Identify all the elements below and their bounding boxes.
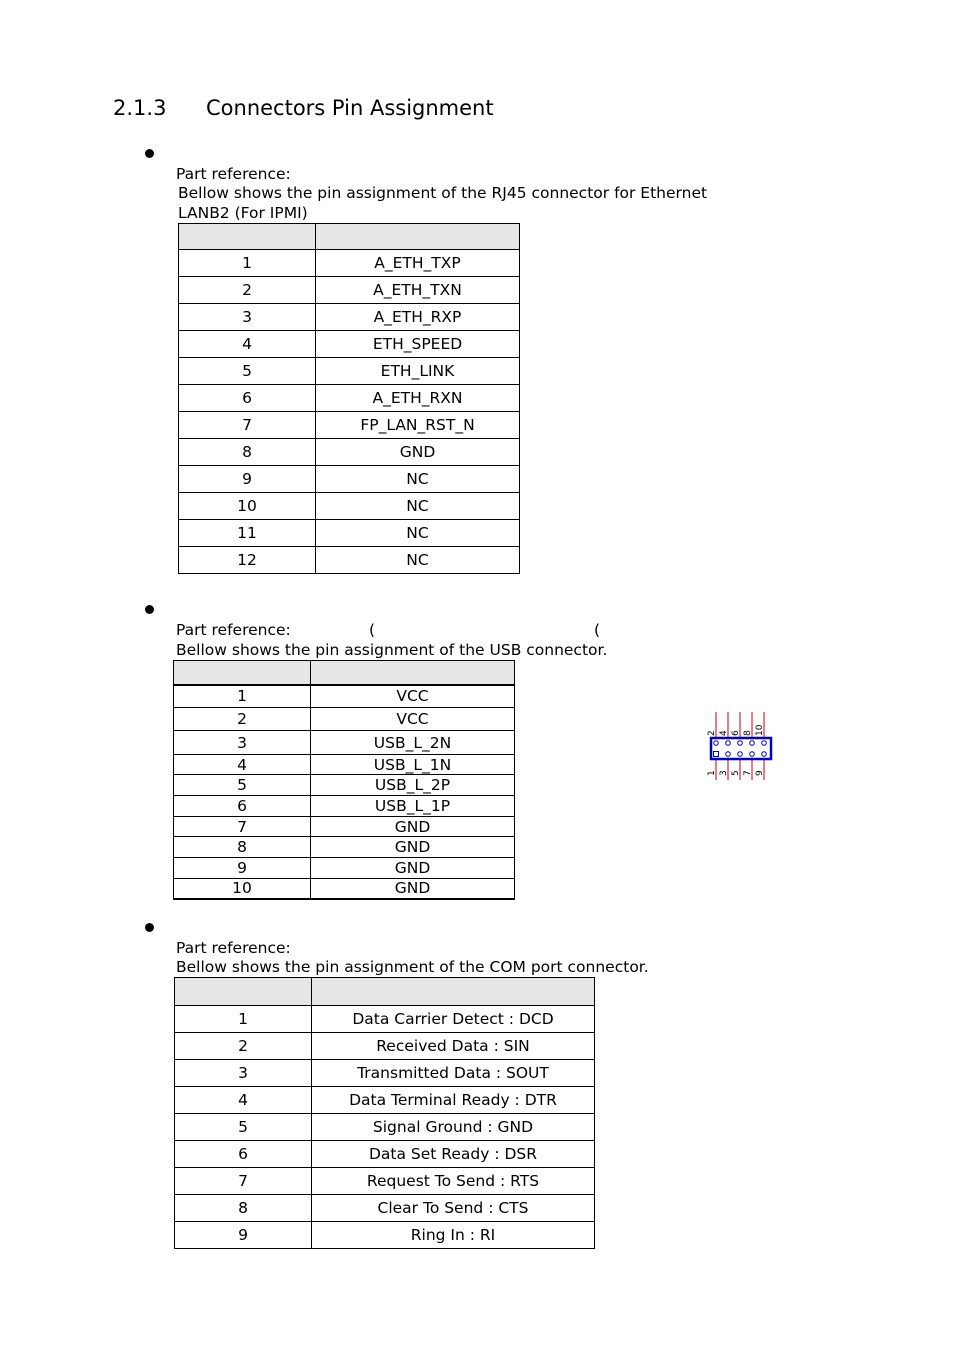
pin-number-cell: 10 <box>179 493 316 520</box>
signal-name-cell: GND <box>311 858 515 879</box>
table-header-row <box>174 661 515 685</box>
pin-number-cell: 2 <box>174 708 311 731</box>
signal-name-cell: FP_LAN_RST_N <box>316 412 520 439</box>
table-row <box>174 731 515 755</box>
pin-label: 2 <box>707 730 717 736</box>
pin-number-cell: 9 <box>179 466 316 493</box>
pin-label: 3 <box>719 770 729 776</box>
pin-number-cell: 8 <box>175 1195 312 1222</box>
part-reference-label: Part reference: <box>176 165 291 183</box>
table-row <box>174 708 515 731</box>
table-header-cell <box>316 224 520 250</box>
pin-number-cell: 8 <box>179 439 316 466</box>
pin-number-cell: 3 <box>179 304 316 331</box>
table-header-cell <box>312 978 595 1006</box>
pin-label: 9 <box>755 770 765 776</box>
table-row <box>175 1114 595 1141</box>
pin-number-cell: 11 <box>179 520 316 547</box>
pin-label: 1 <box>707 770 717 776</box>
signal-name-cell: NC <box>316 493 520 520</box>
signal-name-cell: Signal Ground : GND <box>312 1114 595 1141</box>
com-pin-table <box>174 977 595 1249</box>
pin-number-cell: 9 <box>175 1222 312 1249</box>
pin-number-cell: 8 <box>174 837 311 858</box>
table-row <box>175 1168 595 1195</box>
signal-name-cell: GND <box>311 817 515 837</box>
signal-name-cell: A_ETH_TXN <box>316 277 520 304</box>
signal-name-cell: A_ETH_TXP <box>316 250 520 277</box>
table-row <box>179 331 520 358</box>
pin-number-cell: 1 <box>174 685 311 708</box>
part-reference-label: Part reference: <box>176 621 291 639</box>
pin-label: 10 <box>755 724 765 736</box>
signal-name-cell: VCC <box>311 708 515 731</box>
description-text: Bellow shows the pin assignment of the COM port connector. <box>176 958 649 976</box>
table-row <box>174 685 515 708</box>
signal-name-cell: USB_L_2N <box>311 731 515 755</box>
signal-name-cell: VCC <box>311 685 515 708</box>
pin-number-cell: 10 <box>174 879 311 899</box>
table-row <box>175 1141 595 1168</box>
table-row <box>179 385 520 412</box>
table-row <box>179 412 520 439</box>
pin-number-cell: 5 <box>174 775 311 796</box>
signal-name-cell: NC <box>316 520 520 547</box>
table-row <box>175 1006 595 1033</box>
pin-number-cell: 9 <box>174 858 311 879</box>
signal-name-cell: Received Data : SIN <box>312 1033 595 1060</box>
pin-number-cell: 3 <box>174 731 311 755</box>
section-title: Connectors Pin Assignment <box>206 96 494 120</box>
section-heading <box>113 96 494 120</box>
signal-name-cell: Request To Send : RTS <box>312 1168 595 1195</box>
pin-number-cell: 2 <box>175 1033 312 1060</box>
description-text: Bellow shows the pin assignment of the RJ45 connector for Ethernet <box>178 184 708 202</box>
pin-number-cell: 6 <box>174 796 311 817</box>
table-row <box>175 1195 595 1222</box>
signal-name-cell: NC <box>316 547 520 574</box>
table-header-row <box>175 978 595 1006</box>
part-reference-label: Part reference: <box>176 939 291 957</box>
table-header-cell <box>174 661 311 685</box>
signal-name-cell: GND <box>311 837 515 858</box>
description-text: Bellow shows the pin assignment of the USB connector. <box>176 641 608 659</box>
table-row <box>174 817 515 837</box>
signal-name-cell: GND <box>316 439 520 466</box>
table-header-cell <box>179 224 316 250</box>
table-row <box>175 1060 595 1087</box>
section-number: 2.1.3 <box>113 96 167 120</box>
table-row <box>179 466 520 493</box>
table-row <box>174 796 515 817</box>
pin-number-cell: 3 <box>175 1060 312 1087</box>
usb-header-diagram <box>700 710 780 782</box>
signal-name-cell: Data Terminal Ready : DTR <box>312 1087 595 1114</box>
pin-number-cell: 6 <box>179 385 316 412</box>
table-row <box>179 439 520 466</box>
pin-number-cell: 5 <box>179 358 316 385</box>
table-row <box>174 858 515 879</box>
usb-pin-table <box>173 660 515 900</box>
table-row <box>179 520 520 547</box>
paren-text: ( <box>369 621 376 639</box>
table-row <box>179 250 520 277</box>
signal-name-cell: ETH_LINK <box>316 358 520 385</box>
table-row <box>175 1087 595 1114</box>
signal-name-cell: USB_L_1N <box>311 755 515 775</box>
pin-label: 6 <box>731 730 741 736</box>
table-row <box>179 493 520 520</box>
bullet-icon <box>145 605 154 614</box>
signal-name-cell: Data Carrier Detect : DCD <box>312 1006 595 1033</box>
signal-name-cell: USB_L_2P <box>311 775 515 796</box>
table-row <box>174 879 515 899</box>
table-header-row <box>179 224 520 250</box>
table-row <box>174 755 515 775</box>
signal-name-cell: NC <box>316 466 520 493</box>
pin-number-cell: 2 <box>179 277 316 304</box>
bullet-icon <box>145 923 154 932</box>
table-row <box>179 547 520 574</box>
table-header-cell <box>311 661 515 685</box>
pin-number-cell: 7 <box>174 817 311 837</box>
signal-name-cell: Transmitted Data : SOUT <box>312 1060 595 1087</box>
signal-name-cell: Clear To Send : CTS <box>312 1195 595 1222</box>
pin-number-cell: 4 <box>174 755 311 775</box>
pin-number-cell: 7 <box>179 412 316 439</box>
pin-number-cell: 6 <box>175 1141 312 1168</box>
table-row <box>179 277 520 304</box>
signal-name-cell: Ring In : RI <box>312 1222 595 1249</box>
rj45-pin-table <box>178 223 520 574</box>
pin-number-cell: 7 <box>175 1168 312 1195</box>
description-text: LANB2 (For IPMI) <box>178 204 308 222</box>
pin-label: 8 <box>743 730 753 736</box>
table-header-cell <box>175 978 312 1006</box>
pin-number-cell: 1 <box>179 250 316 277</box>
pin-label: 4 <box>719 730 729 736</box>
signal-name-cell: ETH_SPEED <box>316 331 520 358</box>
signal-name-cell: Data Set Ready : DSR <box>312 1141 595 1168</box>
pin-number-cell: 5 <box>175 1114 312 1141</box>
signal-name-cell: USB_L_1P <box>311 796 515 817</box>
table-row <box>175 1033 595 1060</box>
pin-number-cell: 4 <box>175 1087 312 1114</box>
pin-label: 5 <box>731 770 741 776</box>
table-row <box>179 358 520 385</box>
table-row <box>175 1222 595 1249</box>
paren-text: ( <box>594 621 601 639</box>
pin-label: 7 <box>743 770 753 776</box>
table-row <box>179 304 520 331</box>
pin-number-cell: 1 <box>175 1006 312 1033</box>
signal-name-cell: A_ETH_RXP <box>316 304 520 331</box>
pin-number-cell: 4 <box>179 331 316 358</box>
signal-name-cell: A_ETH_RXN <box>316 385 520 412</box>
bullet-icon <box>145 149 154 158</box>
pin-number-cell: 12 <box>179 547 316 574</box>
signal-name-cell: GND <box>311 879 515 899</box>
table-row <box>174 837 515 858</box>
table-row <box>174 775 515 796</box>
